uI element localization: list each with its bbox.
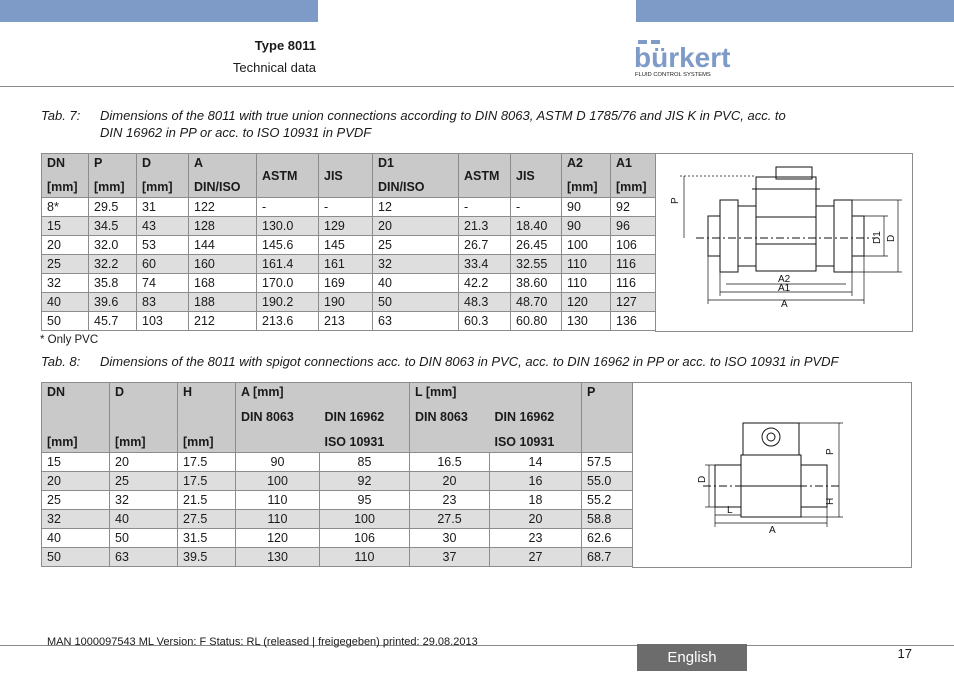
tab7-cell: 169 xyxy=(319,274,373,293)
tab7-cell: 43 xyxy=(137,217,189,236)
tab7-caption xyxy=(41,107,901,141)
tab8-caption-text: Dimensions of the 8011 with spigot connections acc. to DIN 8063 in PVC, acc. to DIN 16962 in PP or acc. to ISO 10931 in PVDF xyxy=(100,354,839,369)
tab8-cell: 130 xyxy=(236,548,320,567)
tab8-cell: 20 xyxy=(42,472,110,491)
tab7-cell: 168 xyxy=(189,274,257,293)
tab8-row xyxy=(42,491,634,510)
language-badge: English xyxy=(637,644,747,671)
tab7-row xyxy=(42,255,657,274)
tab7-cell: 60 xyxy=(137,255,189,274)
tab7-cell: 161 xyxy=(319,255,373,274)
tab7-cell: 83 xyxy=(137,293,189,312)
tab7-header-dn: DN [mm] xyxy=(42,154,89,198)
tab8-cell: 40 xyxy=(110,510,178,529)
drawing-label-d: D xyxy=(886,234,897,242)
tab8-cell: 20 xyxy=(410,472,490,491)
tab7-cell: 110 xyxy=(562,274,611,293)
tab8-row xyxy=(42,529,634,548)
tab8-cell: 110 xyxy=(236,491,320,510)
section-title: Technical data xyxy=(232,60,316,75)
tab7-cell: 103 xyxy=(137,312,189,331)
tab7-cell: 129 xyxy=(319,217,373,236)
tab7-header-jis: JIS xyxy=(319,154,373,198)
tab7-cell: 42.2 xyxy=(459,274,511,293)
tab8-cell: 110 xyxy=(236,510,320,529)
tab7-cell: 60.80 xyxy=(511,312,562,331)
tab7-cell: 32 xyxy=(42,274,89,293)
tab7-cell: 120 xyxy=(562,293,611,312)
logo-wordmark: bürkert xyxy=(634,42,731,73)
tab7-cell: 18.40 xyxy=(511,217,562,236)
tab7-cell: - xyxy=(511,198,562,217)
tab7-row xyxy=(42,198,657,217)
tab8-cell: 25 xyxy=(110,472,178,491)
tab7-cell: 48.3 xyxy=(459,293,511,312)
tab8-cell: 120 xyxy=(236,529,320,548)
burkert-logo xyxy=(634,40,734,78)
tab7-cell: 213.6 xyxy=(257,312,319,331)
tab7-cell: 110 xyxy=(562,255,611,274)
drawing-label-a1: A1 xyxy=(778,283,791,294)
tab7-header-jis-d1: JIS xyxy=(511,154,562,198)
tab7-cell: 32.55 xyxy=(511,255,562,274)
tab7-cell: 48.70 xyxy=(511,293,562,312)
drawing-label-p: P xyxy=(670,197,681,204)
tab7-cell: 127 xyxy=(611,293,657,312)
tab7-row xyxy=(42,236,657,255)
tab8-dimension-drawing xyxy=(632,382,912,568)
tab8-cell: 15 xyxy=(42,453,110,472)
drawing-label-a: A xyxy=(769,525,776,536)
logo-tagline: FLUID CONTROL SYSTEMS xyxy=(635,72,711,78)
tab8-cell: 30 xyxy=(410,529,490,548)
drawing-label-l: L xyxy=(727,505,733,516)
tab7-caption-line2: DIN 16962 in PP or acc. to ISO 10931 in PVDF xyxy=(100,125,372,140)
tab8-header-l-din16962: DIN 16962 ISO 10931 xyxy=(490,383,582,453)
tab7-row xyxy=(42,293,657,312)
tab7-cell: 35.8 xyxy=(89,274,137,293)
tab7-cell: 32.2 xyxy=(89,255,137,274)
tab8-cell: 62.6 xyxy=(582,529,634,548)
tab7-cell: 25 xyxy=(42,255,89,274)
tab7-cell: 144 xyxy=(189,236,257,255)
tab8-cell: 18 xyxy=(490,491,582,510)
tab7-cell: 122 xyxy=(189,198,257,217)
tab8-row xyxy=(42,548,634,567)
tab8-cell: 95 xyxy=(320,491,410,510)
tab8-cell: 85 xyxy=(320,453,410,472)
tab8-cell: 16.5 xyxy=(410,453,490,472)
tab7-header-astm-d1: ASTM xyxy=(459,154,511,198)
tab8-cell: 39.5 xyxy=(178,548,236,567)
tab7-cell: 145 xyxy=(319,236,373,255)
tab8-cell: 27.5 xyxy=(178,510,236,529)
tab7-cell: 33.4 xyxy=(459,255,511,274)
tab7-header-a1: A1 [mm] xyxy=(611,154,657,198)
drawing-label-h: H xyxy=(825,497,836,505)
tab8-cell: 37 xyxy=(410,548,490,567)
tab8-cell: 16 xyxy=(490,472,582,491)
tab8-header-a-din16962: DIN 16962 ISO 10931 xyxy=(320,383,410,453)
tab8-cell: 32 xyxy=(110,491,178,510)
tab8-cell: 23 xyxy=(410,491,490,510)
document-type-title: Type 8011 xyxy=(254,38,316,53)
tab7-cell: 20 xyxy=(42,236,89,255)
tab7-cell: 96 xyxy=(611,217,657,236)
tab8-cell: 17.5 xyxy=(178,472,236,491)
tab8-cell: 40 xyxy=(42,529,110,548)
tab7-cell: 26.7 xyxy=(459,236,511,255)
tab8-header-p: P xyxy=(582,383,634,453)
document-info: MAN 1000097543 ML Version: F Status: RL (released | freigegeben) printed: 29.08.2013 xyxy=(47,636,478,648)
tab7-cell: - xyxy=(459,198,511,217)
tab8-cell: 68.7 xyxy=(582,548,634,567)
tab8-cell: 27 xyxy=(490,548,582,567)
tab7-cell: 90 xyxy=(562,217,611,236)
tab7-cell: 12 xyxy=(373,198,459,217)
tab7-cell: 170.0 xyxy=(257,274,319,293)
tab7-cell: 29.5 xyxy=(89,198,137,217)
tab8-label: Tab. 8: xyxy=(41,354,81,369)
tab7-cell: 130.0 xyxy=(257,217,319,236)
tab8-cell: 55.2 xyxy=(582,491,634,510)
tab7-header-astm: ASTM xyxy=(257,154,319,198)
tab7-cell: 45.7 xyxy=(89,312,137,331)
tab7-dimension-drawing xyxy=(655,153,913,332)
tab7-cell: 21.3 xyxy=(459,217,511,236)
header-accent-bar-left xyxy=(0,0,318,22)
tab8-cell: 55.0 xyxy=(582,472,634,491)
tab8-cell: 21.5 xyxy=(178,491,236,510)
union-valve-drawing xyxy=(656,154,912,331)
tab7-header-p: P [mm] xyxy=(89,154,137,198)
tab7-cell: 161.4 xyxy=(257,255,319,274)
tab8-cell: 100 xyxy=(320,510,410,529)
tab7-cell: 25 xyxy=(373,236,459,255)
tab7-cell: 40 xyxy=(373,274,459,293)
tab7-cell: 92 xyxy=(611,198,657,217)
tab7-header-d: D [mm] xyxy=(137,154,189,198)
tab8-table xyxy=(41,382,634,567)
tab7-cell: 39.6 xyxy=(89,293,137,312)
tab7-cell: 20 xyxy=(373,217,459,236)
tab8-cell: 17.5 xyxy=(178,453,236,472)
drawing-label-a2: A2 xyxy=(778,274,791,285)
tab7-cell: 128 xyxy=(189,217,257,236)
tab7-row xyxy=(42,217,657,236)
tab8-cell: 57.5 xyxy=(582,453,634,472)
tab8-cell: 23 xyxy=(490,529,582,548)
tab7-table xyxy=(41,153,657,331)
tab7-cell: 32.0 xyxy=(89,236,137,255)
spigot-valve-drawing xyxy=(633,383,911,567)
tab7-row xyxy=(42,274,657,293)
drawing-label-a: A xyxy=(781,299,788,310)
tab8-cell: 50 xyxy=(110,529,178,548)
tab7-cell: 90 xyxy=(562,198,611,217)
tab7-cell: 74 xyxy=(137,274,189,293)
page-number: 17 xyxy=(897,646,912,661)
tab7-cell: 160 xyxy=(189,255,257,274)
tab8-cell: 20 xyxy=(490,510,582,529)
tab7-cell: 40 xyxy=(42,293,89,312)
tab7-cell: 136 xyxy=(611,312,657,331)
tab8-header-a: A [mm] DIN 8063 xyxy=(236,383,320,453)
tab8-cell: 58.8 xyxy=(582,510,634,529)
tab7-label: Tab. 7: xyxy=(41,108,81,123)
tab7-cell: 34.5 xyxy=(89,217,137,236)
tab8-cell: 14 xyxy=(490,453,582,472)
tab8-cell: 63 xyxy=(110,548,178,567)
tab8-cell: 110 xyxy=(320,548,410,567)
tab7-cell: 26.45 xyxy=(511,236,562,255)
tab7-cell: 116 xyxy=(611,255,657,274)
tab7-cell: 53 xyxy=(137,236,189,255)
tab8-cell: 90 xyxy=(236,453,320,472)
tab7-cell: 213 xyxy=(319,312,373,331)
tab8-row xyxy=(42,453,634,472)
tab8-row xyxy=(42,510,634,529)
tab7-cell: - xyxy=(319,198,373,217)
tab7-cell: 63 xyxy=(373,312,459,331)
tab8-cell: 50 xyxy=(42,548,110,567)
tab8-row xyxy=(42,472,634,491)
tab7-cell: - xyxy=(257,198,319,217)
tab7-cell: 106 xyxy=(611,236,657,255)
drawing-label-d1: D1 xyxy=(872,231,883,244)
tab8-cell: 20 xyxy=(110,453,178,472)
tab7-cell: 15 xyxy=(42,217,89,236)
tab7-cell: 130 xyxy=(562,312,611,331)
tab7-cell: 190 xyxy=(319,293,373,312)
tab7-caption-line1: Dimensions of the 8011 with true union connections according to DIN 8063, ASTM D 1785/76 and JIS K in PVC, acc. to xyxy=(100,108,786,123)
tab7-cell: 31 xyxy=(137,198,189,217)
tab7-cell: 188 xyxy=(189,293,257,312)
tab7-cell: 32 xyxy=(373,255,459,274)
header-accent-bar-right xyxy=(636,0,954,22)
tab8-cell: 31.5 xyxy=(178,529,236,548)
tab7-cell: 60.3 xyxy=(459,312,511,331)
tab7-header-d1: D1 DIN/ISO xyxy=(373,154,459,198)
tab7-cell: 8* xyxy=(42,198,89,217)
footer-divider-right xyxy=(747,645,954,646)
tab8-cell: 100 xyxy=(236,472,320,491)
tab7-cell: 190.2 xyxy=(257,293,319,312)
tab8-header-dn: DN [mm] xyxy=(42,383,110,453)
tab7-cell: 212 xyxy=(189,312,257,331)
tab7-header-a2: A2 [mm] xyxy=(562,154,611,198)
tab8-cell: 27.5 xyxy=(410,510,490,529)
tab8-header-h: H [mm] xyxy=(178,383,236,453)
drawing-label-d: D xyxy=(697,475,708,483)
tab7-cell: 100 xyxy=(562,236,611,255)
tab7-cell: 50 xyxy=(373,293,459,312)
tab7-cell: 50 xyxy=(42,312,89,331)
tab7-footnote: * Only PVC xyxy=(40,334,99,346)
tab7-row xyxy=(42,312,657,331)
tab8-header-l: L [mm] DIN 8063 xyxy=(410,383,490,453)
tab8-cell: 25 xyxy=(42,491,110,510)
tab8-caption xyxy=(41,353,921,370)
drawing-label-p: P xyxy=(825,448,836,455)
tab7-header-a: A DIN/ISO xyxy=(189,154,257,198)
tab8-cell: 92 xyxy=(320,472,410,491)
tab7-cell: 38.60 xyxy=(511,274,562,293)
tab8-cell: 106 xyxy=(320,529,410,548)
tab7-cell: 116 xyxy=(611,274,657,293)
header-divider xyxy=(0,86,954,87)
tab7-cell: 145.6 xyxy=(257,236,319,255)
tab8-header-d: D [mm] xyxy=(110,383,178,453)
tab8-cell: 32 xyxy=(42,510,110,529)
